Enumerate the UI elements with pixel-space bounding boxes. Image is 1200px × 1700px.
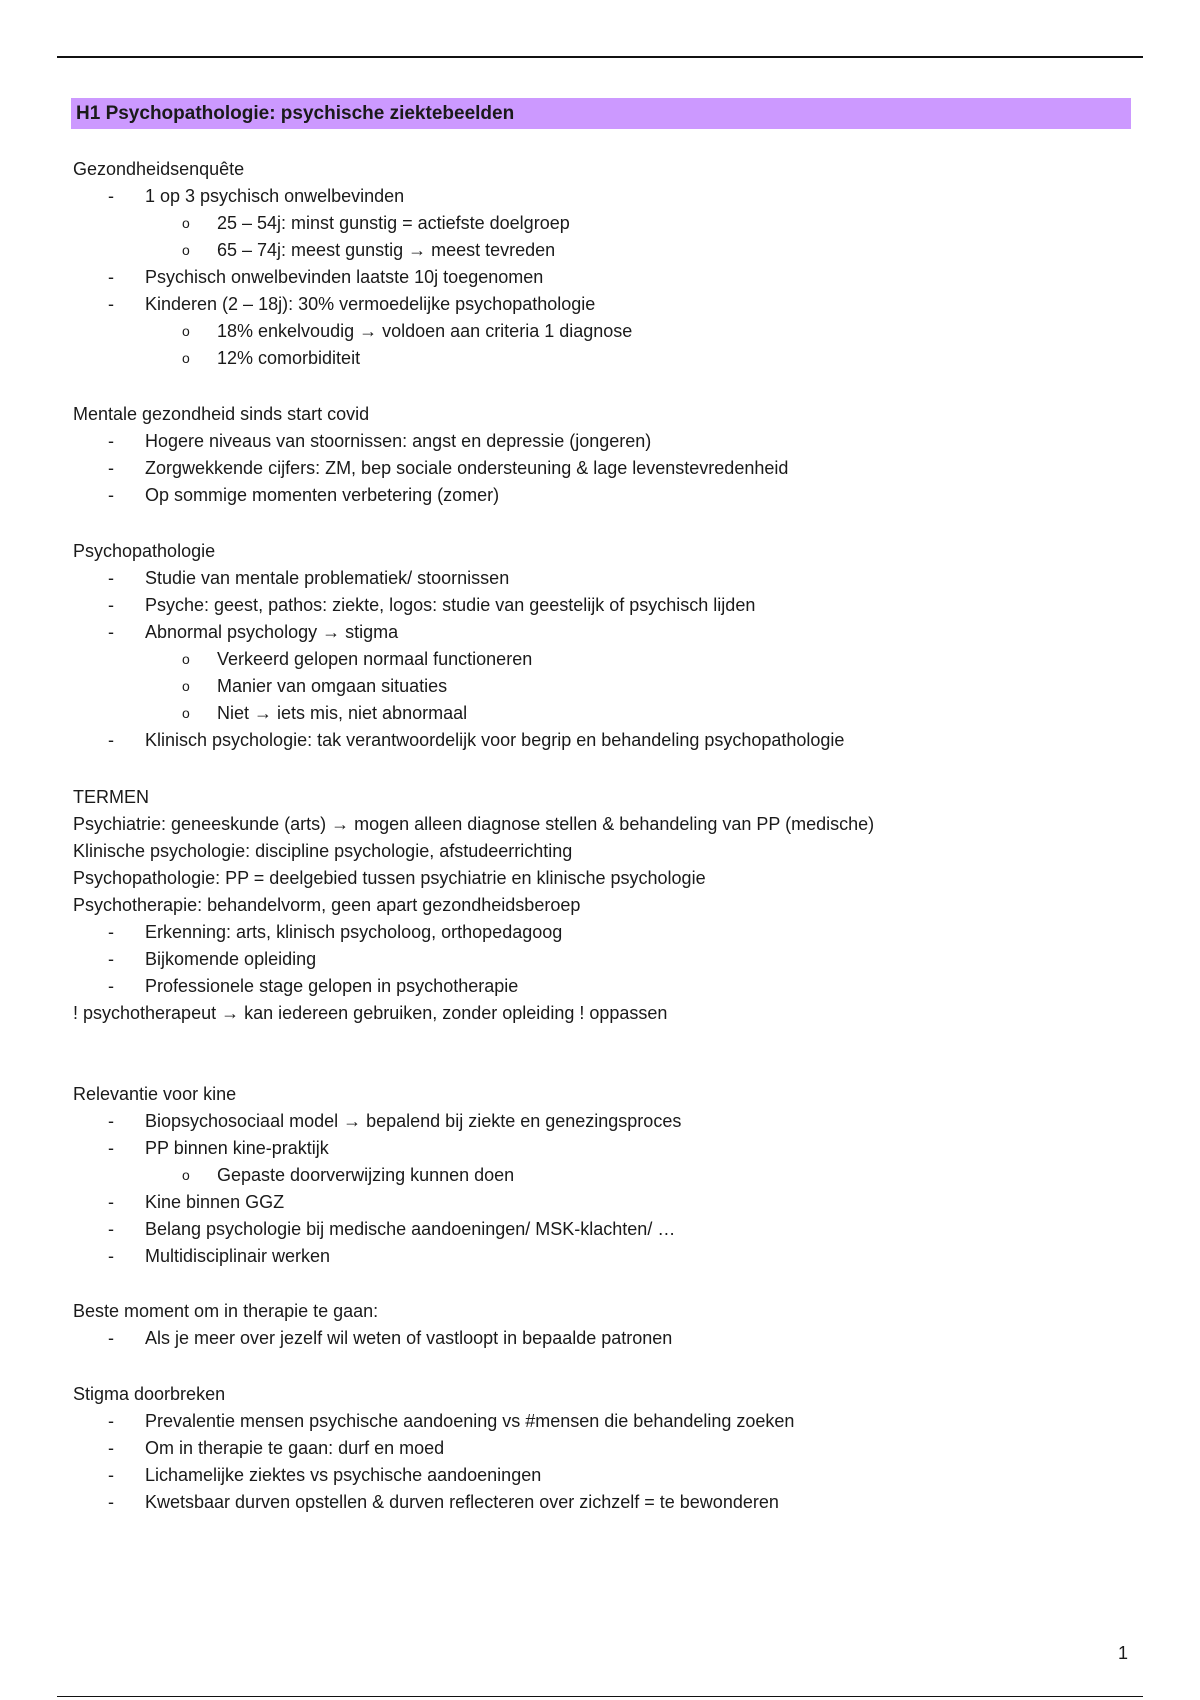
- line-text: Om in therapie te gaan: durf en moed: [145, 1438, 445, 1458]
- list-item: [108, 1218, 676, 1240]
- dash-bullet: -: [108, 1246, 114, 1266]
- list-item: [108, 1491, 779, 1513]
- paragraph-line: [73, 894, 580, 916]
- page-number: 1: [1117, 1643, 1128, 1663]
- dash-bullet: -: [108, 294, 114, 314]
- list-item: [108, 1110, 682, 1132]
- line-text: Klinisch psychologie: tak verantwoordelijk voor begrip en behandeling psychopathologie: [145, 730, 845, 750]
- list-item: [108, 1191, 285, 1213]
- list-item: [108, 266, 544, 288]
- line-text: Kinderen (2 – 18j): 30% vermoedelijke psychopathologie: [145, 294, 596, 314]
- dash-bullet: -: [108, 1111, 114, 1131]
- list-item: [108, 1410, 795, 1432]
- line-text: Bijkomende opleiding: [145, 949, 317, 969]
- line-text: 65 – 74j: meest gunstig → meest tevreden: [217, 240, 556, 260]
- list-item: [108, 621, 399, 643]
- line-text: Als je meer over jezelf wil weten of vastloopt in bepaalde patronen: [145, 1328, 673, 1348]
- dash-bullet: -: [108, 622, 114, 642]
- list-item: [108, 1137, 329, 1159]
- dash-bullet: -: [108, 1219, 114, 1239]
- line-text: Klinische psychologie: discipline psychologie, afstudeerrichting: [73, 841, 573, 861]
- list-item: [182, 702, 468, 724]
- line-text: Relevantie voor kine: [73, 1084, 237, 1104]
- list-item: [108, 729, 845, 751]
- list-item: [182, 212, 570, 234]
- paragraph-line: [73, 1002, 667, 1024]
- list-item: [182, 648, 533, 670]
- line-text: PP binnen kine-praktijk: [145, 1138, 329, 1158]
- list-item: [108, 567, 510, 589]
- dash-bullet: -: [108, 922, 114, 942]
- paragraph-line: [73, 1383, 225, 1405]
- paragraph-line: [73, 1083, 236, 1105]
- list-item: [108, 430, 652, 452]
- line-text: Gezondheidsenquête: [73, 159, 245, 179]
- dash-bullet: -: [108, 1465, 114, 1485]
- list-item: [108, 594, 756, 616]
- line-text: Stigma doorbreken: [73, 1384, 226, 1404]
- list-item: [108, 1327, 673, 1349]
- line-text: Studie van mentale problematiek/ stoornissen: [145, 568, 510, 588]
- line-text: 25 – 54j: minst gunstig = actiefste doelgroep: [217, 213, 570, 233]
- paragraph-line: [73, 786, 149, 808]
- dash-bullet: -: [108, 458, 114, 478]
- line-text: Gepaste doorverwijzing kunnen doen: [217, 1165, 515, 1185]
- line-text: Kine binnen GGZ: [145, 1192, 285, 1212]
- list-item: [182, 347, 361, 369]
- header-rule: [57, 56, 1143, 58]
- dash-bullet: -: [108, 1328, 114, 1348]
- list-item: [108, 185, 405, 207]
- line-text: Kwetsbaar durven opstellen & durven reflecteren over zichzelf = te bewonderen: [145, 1492, 779, 1512]
- line-text: Belang psychologie bij medische aandoeningen/ MSK-klachten/ …: [145, 1219, 676, 1239]
- line-text: Psychisch onwelbevinden laatste 10j toegenomen: [145, 267, 544, 287]
- dash-bullet: -: [108, 1411, 114, 1431]
- line-text: ! psychotherapeut → kan iedereen gebruiken, zonder opleiding ! oppassen: [73, 1003, 668, 1023]
- dash-bullet: -: [108, 186, 114, 206]
- dash-bullet: -: [108, 1492, 114, 1512]
- line-text: Abnormal psychology → stigma: [145, 622, 399, 642]
- line-text: Beste moment om in therapie te gaan:: [73, 1301, 379, 1321]
- line-text: Hogere niveaus van stoornissen: angst en depressie (jongeren): [145, 431, 652, 451]
- circle-bullet: o: [182, 242, 190, 258]
- line-text: Psychopathologie: PP = deelgebied tussen psychiatrie en klinische psychologie: [73, 868, 706, 888]
- list-item: [108, 948, 317, 970]
- list-item: [108, 975, 519, 997]
- line-text: Psyche: geest, pathos: ziekte, logos: studie van geestelijk of psychisch lijden: [145, 595, 756, 615]
- chapter-heading: H1 Psychopathologie: psychische ziektebeelden: [71, 98, 1131, 129]
- list-item: [108, 1437, 445, 1459]
- footer-rule: [57, 1696, 1143, 1697]
- paragraph-line: [73, 158, 244, 180]
- list-item: [182, 239, 556, 261]
- circle-bullet: o: [182, 215, 190, 231]
- line-text: Zorgwekkende cijfers: ZM, bep sociale ondersteuning & lage levenstevredenheid: [145, 458, 789, 478]
- paragraph-line: [73, 403, 369, 425]
- dash-bullet: -: [108, 1438, 114, 1458]
- list-item: [108, 484, 500, 506]
- dash-bullet: -: [108, 568, 114, 588]
- line-text: Lichamelijke ziektes vs psychische aandoeningen: [145, 1465, 542, 1485]
- circle-bullet: o: [182, 350, 190, 366]
- line-text: Psychotherapie: behandelvorm, geen apart gezondheidsberoep: [73, 895, 581, 915]
- dash-bullet: -: [108, 267, 114, 287]
- dash-bullet: -: [108, 949, 114, 969]
- paragraph-line: [73, 840, 572, 862]
- line-text: Mentale gezondheid sinds start covid: [73, 404, 370, 424]
- line-text: TERMEN: [73, 787, 149, 807]
- list-item: [182, 1164, 515, 1186]
- circle-bullet: o: [182, 323, 190, 339]
- line-text: Erkenning: arts, klinisch psycholoog, orthopedagoog: [145, 922, 563, 942]
- line-text: 18% enkelvoudig → voldoen aan criteria 1 diagnose: [217, 321, 633, 341]
- list-item: [108, 293, 596, 315]
- dash-bullet: -: [108, 485, 114, 505]
- line-text: Verkeerd gelopen normaal functioneren: [217, 649, 533, 669]
- line-text: Multidisciplinair werken: [145, 1246, 331, 1266]
- line-text: Professionele stage gelopen in psychotherapie: [145, 976, 519, 996]
- dash-bullet: -: [108, 1192, 114, 1212]
- circle-bullet: o: [182, 705, 190, 721]
- paragraph-line: [73, 867, 706, 889]
- list-item: [182, 675, 448, 697]
- line-text: Niet → iets mis, niet abnormaal: [217, 703, 468, 723]
- circle-bullet: o: [182, 678, 190, 694]
- line-text: Op sommige momenten verbetering (zomer): [145, 485, 500, 505]
- circle-bullet: o: [182, 1167, 190, 1183]
- line-text: 12% comorbiditeit: [217, 348, 361, 368]
- line-text: Psychiatrie: geneeskunde (arts) → mogen alleen diagnose stellen & behandeling van PP (medische): [73, 814, 875, 834]
- line-text: Prevalentie mensen psychische aandoening vs #mensen die behandeling zoeken: [145, 1411, 795, 1431]
- line-text: Manier van omgaan situaties: [217, 676, 448, 696]
- line-text: 1 op 3 psychisch onwelbevinden: [145, 186, 405, 206]
- dash-bullet: -: [108, 595, 114, 615]
- dash-bullet: -: [108, 976, 114, 996]
- dash-bullet: -: [108, 730, 114, 750]
- paragraph-line: [73, 540, 215, 562]
- list-item: [108, 457, 789, 479]
- list-item: [108, 921, 563, 943]
- line-text: Psychopathologie: [73, 541, 216, 561]
- line-text: Biopsychosociaal model → bepalend bij ziekte en genezingsproces: [145, 1111, 682, 1131]
- dash-bullet: -: [108, 1138, 114, 1158]
- circle-bullet: o: [182, 651, 190, 667]
- paragraph-line: [73, 1300, 378, 1322]
- list-item: [108, 1245, 331, 1267]
- paragraph-line: [73, 813, 874, 835]
- list-item: [108, 1464, 542, 1486]
- dash-bullet: -: [108, 431, 114, 451]
- list-item: [182, 320, 633, 342]
